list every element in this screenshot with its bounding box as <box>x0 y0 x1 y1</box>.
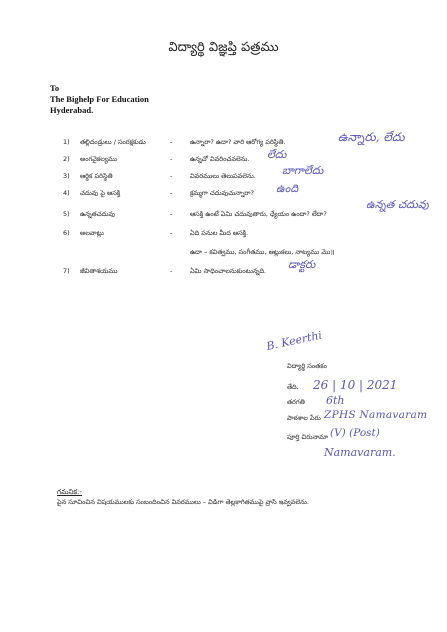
row-dash: - <box>170 189 173 197</box>
address-line-city: Hyderabad. <box>50 105 94 115</box>
row-answer: ఉన్నత చదువు <box>366 198 429 211</box>
row-dash: - <box>170 210 173 218</box>
row-number: 6) <box>63 229 70 237</box>
address-line-2: Namavaram. <box>324 446 396 459</box>
row-question-example: ఉదా – కవిత్వము, సంగీతము, ఆట్లుకలు, నాట్యము మొ॥ <box>190 248 335 256</box>
address-line-to: To <box>50 83 60 93</box>
row-answer: డాక్టరు <box>288 258 316 271</box>
row-number: 1) <box>63 138 70 146</box>
address-line-1: (V) (Post) <box>330 427 380 439</box>
row-label: చదువు పై ఆసక్తి <box>80 189 121 197</box>
row-label: ఉన్నతచదువు <box>80 210 116 218</box>
row-dash: - <box>170 172 173 180</box>
row-dash: - <box>170 138 173 146</box>
class-value: 6th <box>326 394 345 407</box>
date-label: తేది. <box>287 383 299 391</box>
row-label: జీవితాశయము <box>80 267 118 275</box>
row-answer: లేదు <box>267 148 287 161</box>
row-dash: - <box>170 229 173 237</box>
row-label: అంగవైకల్యము <box>80 155 118 163</box>
row-dash: - <box>170 267 173 275</box>
student-name-handwritten: B. Keerthi <box>265 328 324 353</box>
row-question: ఏమి సాధించాలనుకుంటున్నది. <box>190 267 267 275</box>
full-address-label: పూర్తి చిరునామా <box>287 433 329 441</box>
row-label: ఆర్థిక పరిస్థితి <box>80 172 113 180</box>
school-name-value: ZPHS Namavaram <box>324 409 428 421</box>
row-answer: ఉంది <box>276 182 299 195</box>
date-value: 26 | 10 | 2021 <box>313 378 398 392</box>
row-number: 5) <box>63 210 70 218</box>
row-question: వివరములు తెలుపవలెను. <box>190 172 256 180</box>
row-number: 4) <box>63 189 70 197</box>
row-number: 3) <box>63 172 70 180</box>
row-question: ఆసక్తి ఉంటే ఏమి చదువుతారు, ధ్యేయం ఉందా? లేదా? <box>190 210 327 218</box>
row-question: క్రమ్మగా చదువుచున్నారా? <box>190 189 254 197</box>
student-signature-label: విద్యార్థి సంతకం <box>287 362 327 370</box>
row-number: 2) <box>63 155 70 163</box>
form-title: విద్యార్థి విజ్ఞప్తి పత్రము <box>168 40 279 55</box>
row-question: ఏది పనుల మీద ఆసక్తి. <box>190 229 249 237</box>
row-label: అలవాట్లు <box>80 229 104 237</box>
row-question: ఉన్నచో వివరించవలెను. <box>190 155 250 163</box>
row-question: ఉన్నారా? ఉదా? వారి ఆరోగ్య పరిస్థితి. <box>190 138 286 146</box>
row-dash: - <box>170 155 173 163</box>
row-answer: బాగాలేదు <box>282 164 324 177</box>
school-name-label: పాఠశాల పేరు <box>287 414 321 422</box>
row-answer: ఉన్నారు, లేదు <box>338 130 405 144</box>
class-label: తరగతి <box>287 398 305 406</box>
note-text: పైన సూచించిన విషయములకు సంబందించిన వివరములు – విడిగా తెల్లకాగితముపై వ్రాసి ఇవ్వవలెను. <box>57 498 309 506</box>
note-heading: గమనిక:- <box>57 488 82 496</box>
row-label: తల్లిదండ్రులు / సంరక్షకుడు <box>80 138 146 146</box>
address-line-org: The Bighelp For Education <box>50 94 149 104</box>
row-number: 7) <box>63 267 70 275</box>
